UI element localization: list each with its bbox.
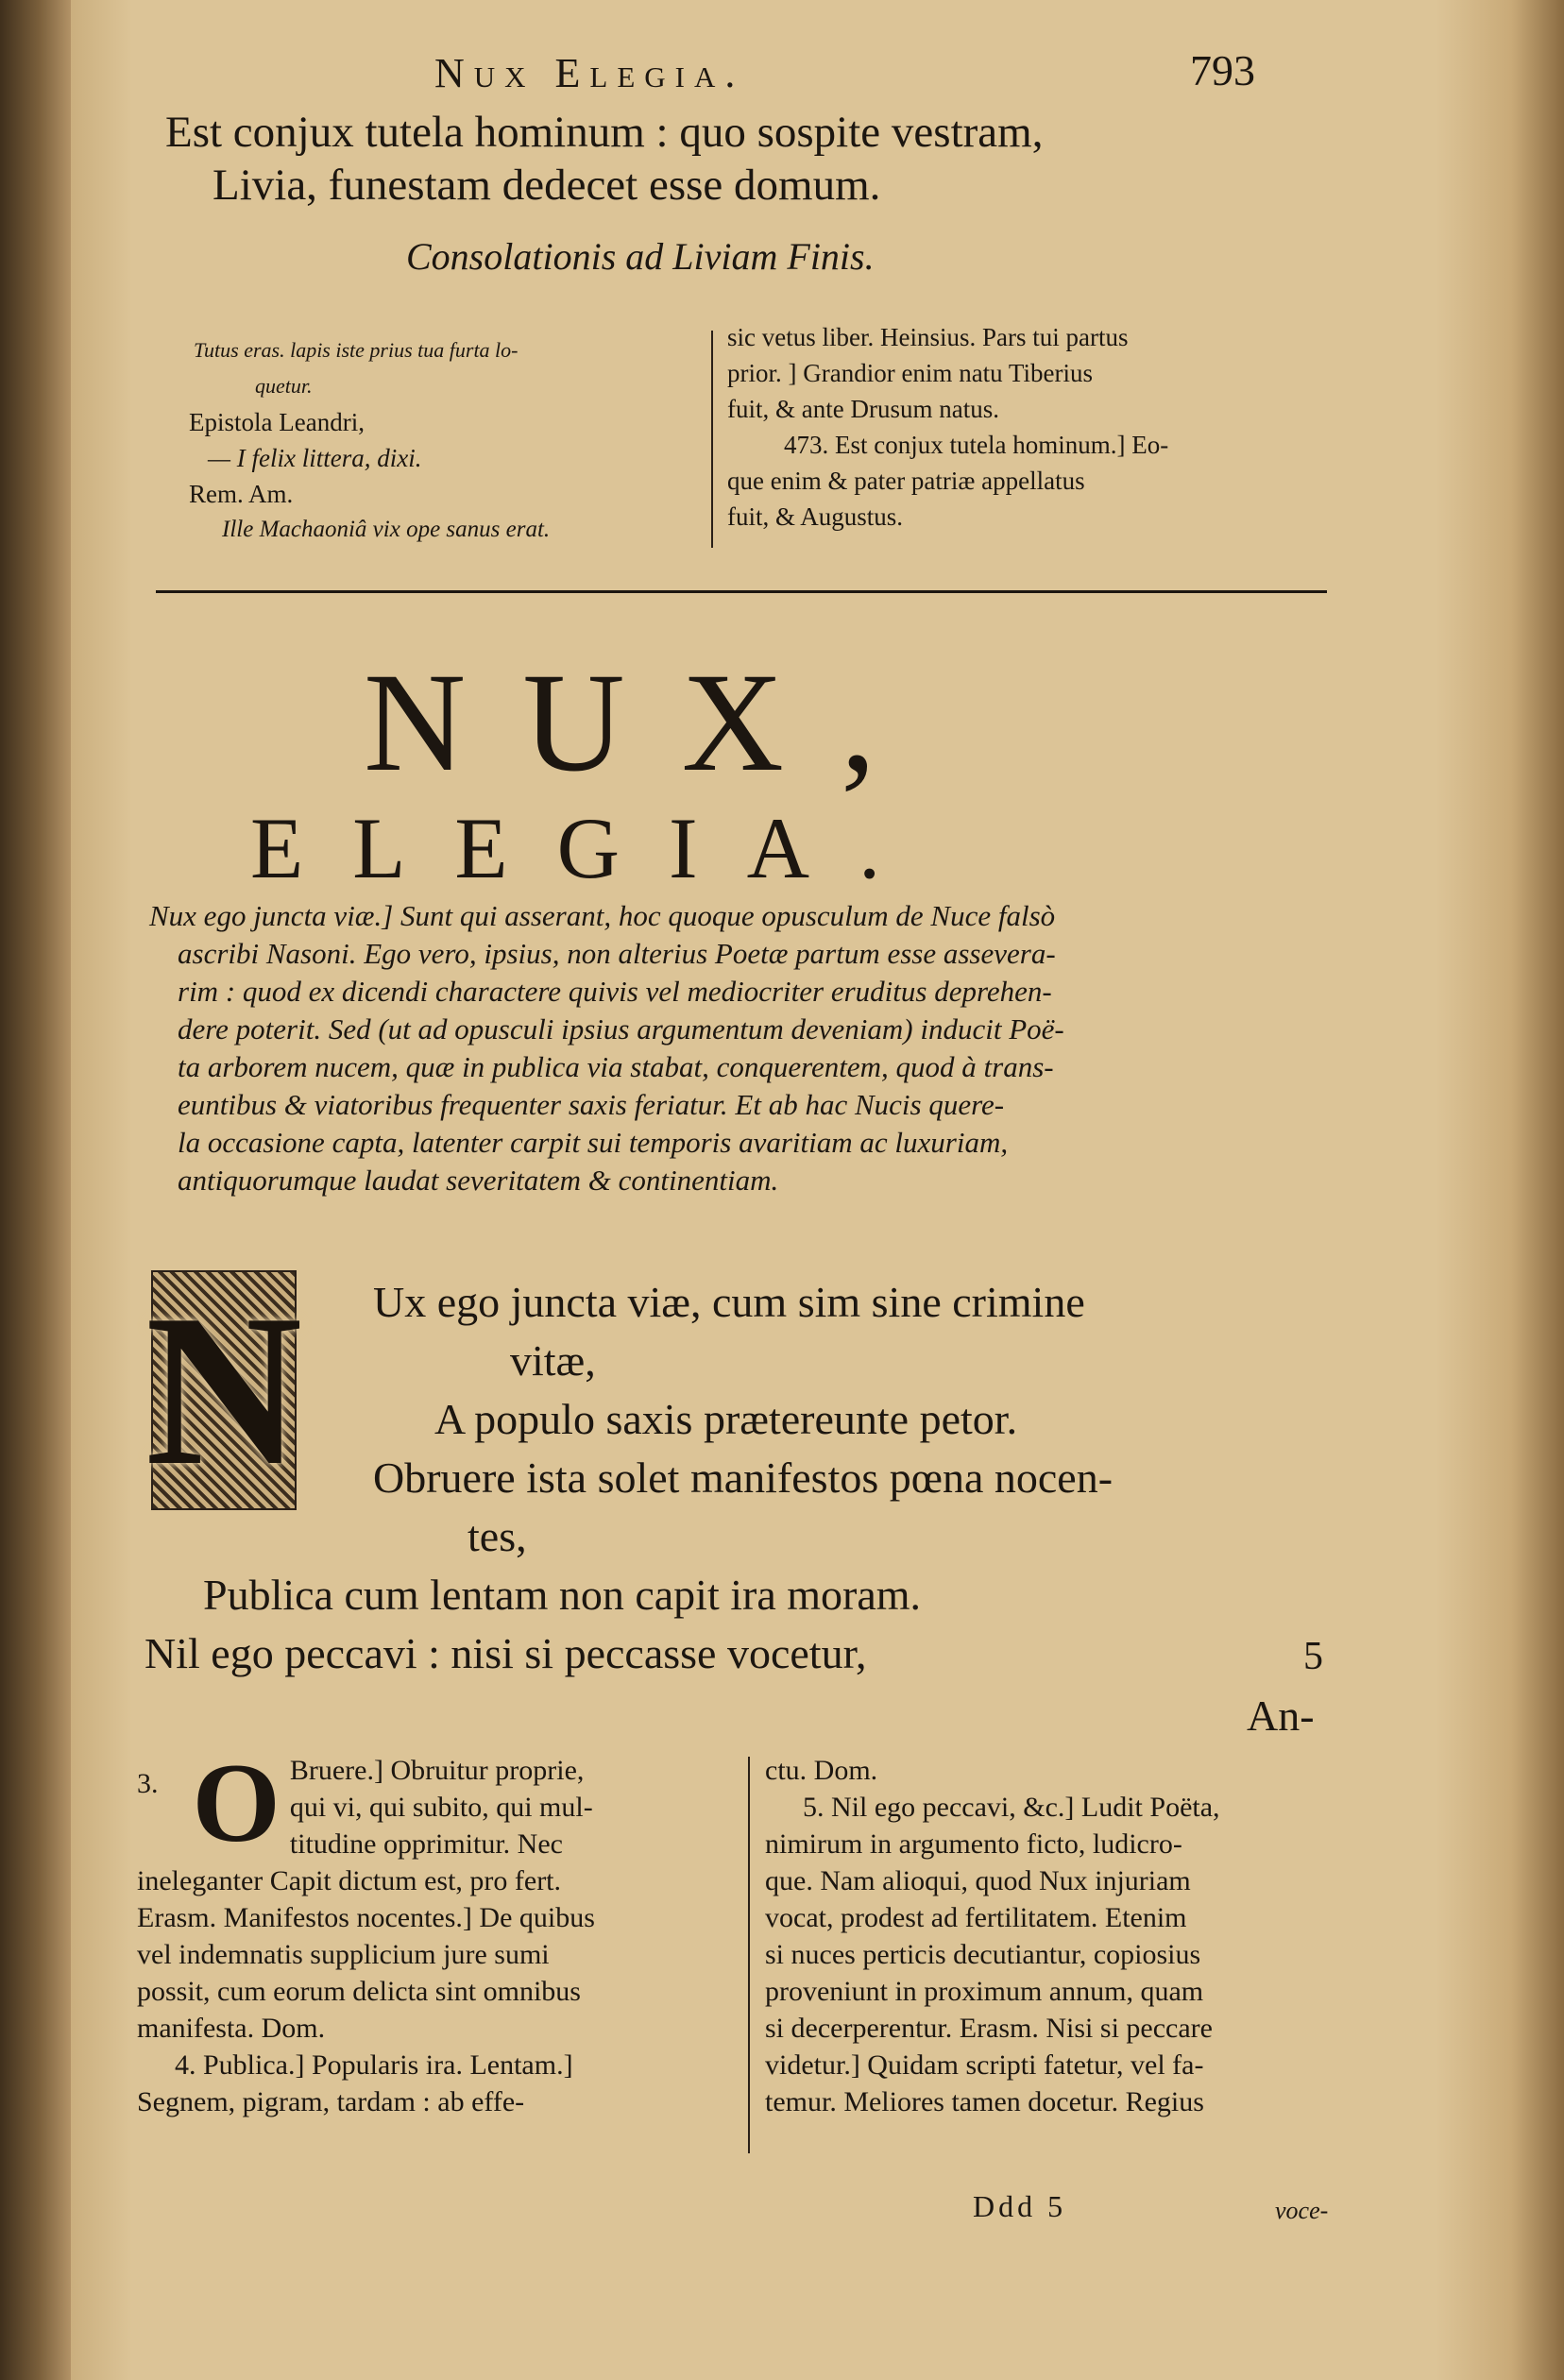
- footnote-line: videtur.] Quidam scripti fatetur, vel fa-: [765, 2049, 1204, 2081]
- initial-letter: N: [144, 1269, 303, 1510]
- footnote-line: manifesta. Dom.: [137, 2013, 326, 2044]
- note-line: Rem. Am.: [189, 480, 294, 508]
- footnote-line: Erasm. Manifestos nocentes.] De quibus: [137, 1902, 595, 1933]
- intro-paragraph: [149, 897, 1349, 1199]
- footnote-line: si nuces perticis decutiantur, copiosius: [765, 1939, 1201, 1970]
- poem-line: vitæ,: [510, 1336, 596, 1385]
- note-line: que enim & pater patriæ appellatus: [727, 467, 1085, 495]
- section-title: NUX,: [364, 644, 933, 801]
- footnote-initial: O: [192, 1740, 280, 1865]
- intro-line: rim : quod ex dicendi charactere quivis vel mediocriter eruditus deprehen-: [178, 975, 1052, 1008]
- intro-line: ascribi Nasoni. Ego vero, ipsius, non alterius Poetæ partum esse assevera-: [178, 937, 1056, 970]
- decorated-initial: [144, 1269, 303, 1510]
- poem-line: tes,: [468, 1512, 527, 1560]
- note-line: Tutus eras. lapis iste prius tua furta lo-: [194, 338, 518, 362]
- page-catchword: voce-: [1275, 2197, 1329, 2224]
- intro-line: ta arborem nucem, quæ in publica via stabat, conquerentem, quod à trans-: [178, 1050, 1054, 1083]
- finis-line: Consolationis ad Liviam Finis.: [406, 235, 875, 278]
- footnote-line: 4. Publica.] Popularis ira. Lentam.]: [175, 2049, 573, 2081]
- footnote-line: si decerperentur. Erasm. Nisi si peccare: [765, 2013, 1213, 2044]
- note-line: fuit, & ante Drusum natus.: [727, 395, 999, 423]
- note-line: 473. Est conjux tutela hominum.] Eo-: [784, 431, 1169, 459]
- note-line: fuit, & Augustus.: [727, 502, 904, 531]
- note-line: quetur.: [255, 374, 313, 398]
- note-line: prior. ] Grandior enim natu Tiberius: [727, 359, 1093, 387]
- footnote-number: 3.: [137, 1768, 159, 1799]
- footnote-line: titudine opprimitur. Nec: [289, 1828, 563, 1860]
- footnotes-right: [765, 1752, 1445, 2120]
- footnote-line: 5. Nil ego peccavi, &c.] Ludit Poëta,: [803, 1792, 1220, 1823]
- column-rule: [711, 331, 713, 548]
- top-notes-right: [727, 319, 1417, 535]
- column-rule: [748, 1757, 750, 2153]
- footnote-line: vocat, prodest ad fertilitatem. Etenim: [765, 1902, 1187, 1933]
- poem-catchword: An-: [1247, 1692, 1315, 1740]
- closing-verse-line: Est conjux tutela hominum : quo sospite vestram,: [165, 108, 1044, 157]
- signature-mark: Ddd 5: [973, 2189, 1067, 2223]
- footnote-line: Segnem, pigram, tardam : ab effe-: [137, 2086, 525, 2117]
- footnote-line: Bruere.] Obruitur proprie,: [289, 1755, 585, 1786]
- intro-line: antiquorumque laudat severitatem & continentiam.: [178, 1164, 779, 1197]
- poem-line: Ux ego juncta viæ, cum sim sine crimine: [373, 1278, 1085, 1326]
- top-notes-left: [151, 332, 756, 548]
- page-number: 793: [1190, 46, 1255, 94]
- footnote-line: ctu. Dom.: [765, 1755, 878, 1786]
- book-gutter: [0, 0, 71, 2380]
- poem-line: Obruere ista solet manifestos pœna nocen-: [373, 1454, 1114, 1502]
- intro-line: euntibus & viatoribus frequenter saxis feriatur. Et ab hac Nucis quere-: [178, 1088, 1005, 1121]
- horizontal-rule: [156, 590, 1327, 593]
- intro-line: Nux ego juncta viæ.] Sunt qui asserant, hoc quoque opusculum de Nuce falsò: [149, 899, 1056, 932]
- note-line: Epistola Leandri,: [189, 408, 365, 436]
- footnotes-left: [137, 1740, 741, 2120]
- footnote-line: temur. Meliores tamen docetur. Regius: [765, 2086, 1204, 2117]
- line-number: 5: [1303, 1635, 1323, 1678]
- footnote-line: possit, cum eorum delicta sint omnibus: [137, 1976, 581, 2007]
- closing-verse-line: Livia, funestam dedecet esse domum.: [212, 161, 881, 210]
- footnote-line: que. Nam alioqui, quod Nux injuriam: [765, 1865, 1191, 1896]
- footnote-line: proveniunt in proximum annum, quam: [765, 1976, 1204, 2007]
- intro-line: dere poterit. Sed (ut ad opusculi ipsius argumentum deveniam) inducit Poë-: [178, 1012, 1064, 1046]
- note-line: Ille Machaoniâ vix ope sanus erat.: [222, 517, 551, 542]
- poem-line: A populo saxis prætereunte petor.: [434, 1395, 1018, 1443]
- poem-line: Nil ego peccavi : nisi si peccasse vocetur,: [144, 1629, 867, 1677]
- intro-line: la occasione capta, latenter carpit sui temporis avaritiam ac luxuriam,: [178, 1126, 1009, 1159]
- note-line: — I felix littera, dixi.: [208, 444, 422, 472]
- footnote-line: nimirum in argumento ficto, ludicro-: [765, 1828, 1182, 1860]
- footnote-line: ineleganter Capit dictum est, pro fert.: [137, 1865, 562, 1896]
- poem-line: Publica cum lentam non capit ira moram.: [203, 1571, 922, 1619]
- running-head: Nux Elegia.: [434, 50, 745, 96]
- section-subtitle: ELEGIA.: [250, 800, 930, 896]
- footnote-line: qui vi, qui subito, qui mul-: [289, 1792, 593, 1823]
- note-line: sic vetus liber. Heinsius. Pars tui partus: [727, 323, 1129, 351]
- footnote-line: vel indemnatis supplicium jure sumi: [137, 1939, 550, 1970]
- book-page: [113, 0, 1454, 2380]
